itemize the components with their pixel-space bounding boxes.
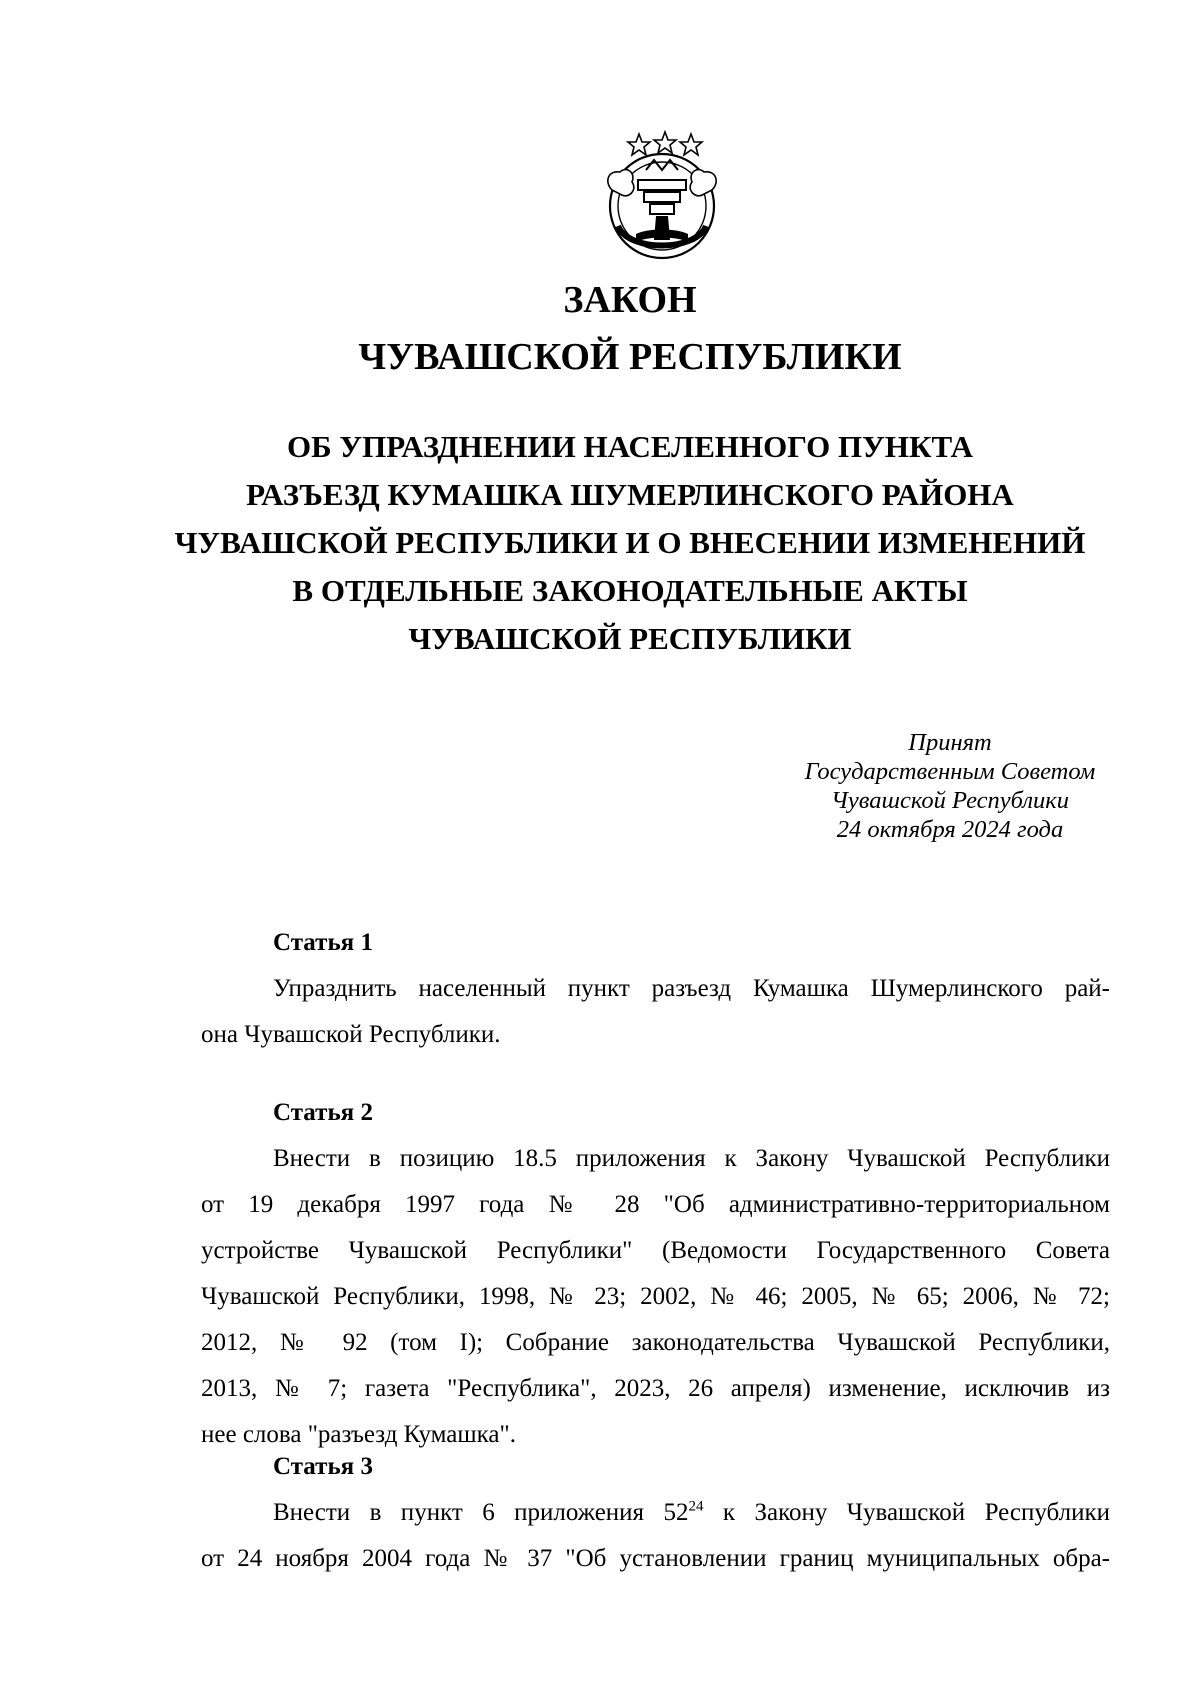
text-line: устройстве Чувашской Республики" (Ведомости Государственного Совета (201, 1237, 1110, 1264)
text-line: Внести в позицию 18.5 приложения к Закону Чувашской Республики (273, 1145, 1110, 1172)
text-line (201, 1490, 1110, 1536)
tree-of-life-icon (638, 160, 686, 214)
text-line: от 24 ноября 2004 года № 37 "Об установлении границ муниципальных обра- (201, 1545, 1110, 1572)
coat-of-arms-emblem (598, 130, 726, 264)
text-line: она Чувашской Республики. (201, 1021, 501, 1048)
title-line-zakon: ЗАКОН (563, 279, 697, 321)
text-line: 2012, № 92 (том I); Собрание законодательства Чувашской Республики, (201, 1329, 1110, 1356)
text-line: 2013, № 7; газета "Республика", 2023, 26 апреля) изменение, исключив из (201, 1375, 1110, 1402)
adoption-note (760, 728, 1140, 844)
adoption-line: Принят (908, 729, 992, 756)
subtitle-line: ЧУВАШСКОЙ РЕСПУБЛИКИ И О ВНЕСЕНИИ ИЗМЕНЕНИЙ (174, 525, 1086, 560)
text-fragment: к Закону Чувашской Республики (703, 1499, 1110, 1526)
subtitle-line: В ОТДЕЛЬНЫЕ ЗАКОНОДАТЕЛЬНЫЕ АКТЫ (292, 573, 968, 608)
law-subtitle (0, 423, 1200, 663)
subtitle-line: ЧУВАШСКОЙ РЕСПУБЛИКИ (408, 621, 852, 656)
article-1-text (201, 966, 1110, 1058)
subtitle-line: РАЗЪЕЗД КУМАШКА ШУМЕРЛИНСКОГО РАЙОНА (246, 477, 1014, 512)
text-fragment: Внести в пункт 6 приложения 52 (273, 1499, 689, 1526)
star-icon (628, 132, 702, 155)
adoption-line: Государственным Советом (804, 758, 1096, 785)
article-1-heading: Статья 1 (273, 929, 373, 956)
text-line: от 19 декабря 1997 года № 28 "Об административно-территориальном (201, 1191, 1110, 1218)
text-line: Упразднить населенный пункт разъезд Кумашка Шумерлинского рай- (273, 975, 1110, 1002)
title-line-republic: ЧУВАШСКОЙ РЕСПУБЛИКИ (358, 336, 902, 378)
article-2-text (201, 1136, 1110, 1458)
article-2-heading: Статья 2 (273, 1099, 373, 1126)
adoption-line: Чувашской Республики (831, 787, 1069, 814)
adoption-date: 24 октября 2024 года (836, 816, 1064, 843)
article-3-heading: Статья 3 (273, 1453, 373, 1480)
law-title (0, 272, 1200, 386)
subtitle-line: ОБ УПРАЗДНЕНИИ НАСЕЛЕННОГО ПУНКТА (287, 429, 973, 464)
text-line: нее слова "разъезд Кумашка". (201, 1421, 516, 1448)
article-3-text (201, 1490, 1110, 1582)
superscript: 24 (688, 1498, 704, 1515)
text-line: Чувашской Республики, 1998, № 23; 2002, № 46; 2005, № 65; 2006, № 72; (201, 1283, 1110, 1310)
